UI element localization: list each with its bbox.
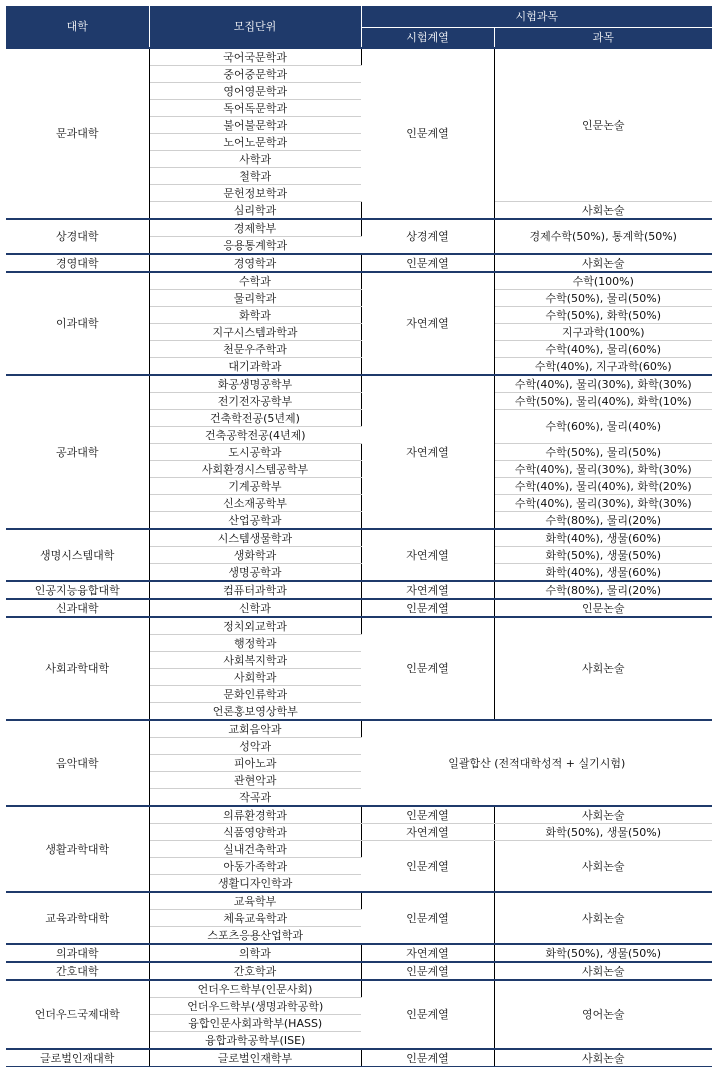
exam-track-cell: 인문계열 bbox=[361, 48, 494, 219]
college-cell: 문과대학 bbox=[6, 48, 149, 219]
table-row bbox=[6, 529, 712, 547]
college-cell: 이과대학 bbox=[6, 272, 149, 375]
table-row bbox=[6, 1049, 712, 1067]
table-row bbox=[6, 806, 712, 824]
table-row bbox=[6, 375, 712, 393]
unit-cell: 심리학과 bbox=[149, 202, 361, 220]
header-subject: 과목 bbox=[494, 28, 712, 49]
college-cell: 글로벌인재대학 bbox=[6, 1049, 149, 1067]
exam-track-cell: 인문계열 bbox=[361, 980, 494, 1049]
subject-cell: 경제수학(50%), 통계학(50%) bbox=[494, 219, 712, 254]
unit-cell: 융합과학공학부(ISE) bbox=[149, 1032, 361, 1050]
unit-cell: 문헌정보학과 bbox=[149, 185, 361, 202]
exam-track-cell: 인문계열 bbox=[361, 841, 494, 893]
subject-cell: 사회논술 bbox=[494, 617, 712, 720]
subject-cell: 화학(50%), 생물(50%) bbox=[494, 547, 712, 564]
exam-track-cell: 자연계열 bbox=[361, 375, 494, 529]
unit-cell: 간호학과 bbox=[149, 962, 361, 980]
unit-cell: 화공생명공학부 bbox=[149, 375, 361, 393]
college-cell: 교육과학대학 bbox=[6, 892, 149, 944]
exam-track-cell: 자연계열 bbox=[361, 824, 494, 841]
unit-cell: 산업공학과 bbox=[149, 512, 361, 530]
exam-track-cell: 인문계열 bbox=[361, 254, 494, 272]
unit-cell: 사회복지학과 bbox=[149, 652, 361, 669]
header-college: 대학 bbox=[6, 6, 149, 48]
unit-cell: 영어영문학과 bbox=[149, 83, 361, 100]
table-row bbox=[6, 254, 712, 272]
unit-cell: 천문우주학과 bbox=[149, 341, 361, 358]
unit-cell: 교회음악과 bbox=[149, 720, 361, 738]
unit-cell: 건축공학전공(4년제) bbox=[149, 427, 361, 444]
college-cell: 경영대학 bbox=[6, 254, 149, 272]
college-cell: 언더우드국제대학 bbox=[6, 980, 149, 1049]
subject-cell: 화학(50%), 생물(50%) bbox=[494, 824, 712, 841]
college-cell: 의과대학 bbox=[6, 944, 149, 962]
unit-cell: 지구시스템과학과 bbox=[149, 324, 361, 341]
subject-cell: 인문논술 bbox=[494, 599, 712, 617]
unit-cell: 도시공학과 bbox=[149, 444, 361, 461]
unit-cell: 사회환경시스템공학부 bbox=[149, 461, 361, 478]
subject-cell: 수학(40%), 물리(60%) bbox=[494, 341, 712, 358]
college-cell: 생명시스템대학 bbox=[6, 529, 149, 581]
header-unit: 모집단위 bbox=[149, 6, 361, 48]
exam-track-cell: 인문계열 bbox=[361, 806, 494, 824]
subject-cell: 지구과학(100%) bbox=[494, 324, 712, 341]
unit-cell: 문화인류학과 bbox=[149, 686, 361, 703]
unit-cell: 생명공학과 bbox=[149, 564, 361, 582]
table-row bbox=[6, 581, 712, 599]
table-row bbox=[6, 599, 712, 617]
college-cell: 인공지능융합대학 bbox=[6, 581, 149, 599]
subject-cell: 사회논술 bbox=[494, 1049, 712, 1067]
subject-cell: 수학(40%), 물리(40%), 화학(20%) bbox=[494, 478, 712, 495]
subject-cell: 수학(40%), 지구과학(60%) bbox=[494, 358, 712, 376]
subject-cell: 수학(50%), 물리(50%) bbox=[494, 290, 712, 307]
subject-cell: 사회논술 bbox=[494, 254, 712, 272]
unit-cell: 컴퓨터과학과 bbox=[149, 581, 361, 599]
unit-cell: 생화학과 bbox=[149, 547, 361, 564]
unit-cell: 시스템생물학과 bbox=[149, 529, 361, 547]
header-exam-track: 시험계열 bbox=[361, 28, 494, 49]
unit-cell: 경제학부 bbox=[149, 219, 361, 237]
unit-cell: 수학과 bbox=[149, 272, 361, 290]
exam-track-cell: 인문계열 bbox=[361, 1049, 494, 1067]
unit-cell: 피아노과 bbox=[149, 755, 361, 772]
unit-cell: 실내건축학과 bbox=[149, 841, 361, 858]
exam-track-cell: 상경계열 bbox=[361, 219, 494, 254]
college-cell: 음악대학 bbox=[6, 720, 149, 806]
subject-cell: 수학(60%), 물리(40%) bbox=[494, 410, 712, 444]
exam-track-cell: 인문계열 bbox=[361, 892, 494, 944]
admission-exam-table bbox=[6, 6, 712, 1067]
unit-cell: 국어국문학과 bbox=[149, 48, 361, 66]
unit-cell: 작곡과 bbox=[149, 789, 361, 807]
unit-cell: 화학과 bbox=[149, 307, 361, 324]
unit-cell: 체육교육학과 bbox=[149, 910, 361, 927]
unit-cell: 의학과 bbox=[149, 944, 361, 962]
subject-cell: 화학(50%), 생물(50%) bbox=[494, 944, 712, 962]
college-cell: 상경대학 bbox=[6, 219, 149, 254]
table-row bbox=[6, 962, 712, 980]
unit-cell: 사회학과 bbox=[149, 669, 361, 686]
unit-cell: 건축학전공(5년제) bbox=[149, 410, 361, 427]
unit-cell: 불어불문학과 bbox=[149, 117, 361, 134]
unit-cell: 중어중문학과 bbox=[149, 66, 361, 83]
table-row bbox=[6, 720, 712, 738]
header-exam-subjects: 시험과목 bbox=[361, 6, 712, 28]
exam-track-cell: 인문계열 bbox=[361, 617, 494, 720]
unit-cell: 철학과 bbox=[149, 168, 361, 185]
table-body bbox=[6, 48, 712, 1067]
college-cell: 공과대학 bbox=[6, 375, 149, 529]
unit-cell: 아동가족학과 bbox=[149, 858, 361, 875]
unit-cell: 성악과 bbox=[149, 738, 361, 755]
unit-cell: 물리학과 bbox=[149, 290, 361, 307]
table-row bbox=[6, 617, 712, 635]
subject-cell: 수학(50%), 물리(50%) bbox=[494, 444, 712, 461]
college-cell: 사회과학대학 bbox=[6, 617, 149, 720]
unit-cell: 대기과학과 bbox=[149, 358, 361, 376]
college-cell: 신과대학 bbox=[6, 599, 149, 617]
subject-cell: 수학(80%), 물리(20%) bbox=[494, 512, 712, 530]
subject-cell: 수학(50%), 화학(50%) bbox=[494, 307, 712, 324]
unit-cell: 노어노문학과 bbox=[149, 134, 361, 151]
unit-cell: 교육학부 bbox=[149, 892, 361, 910]
table-row bbox=[6, 272, 712, 290]
subject-cell: 수학(80%), 물리(20%) bbox=[494, 581, 712, 599]
subject-cell: 사회논술 bbox=[494, 202, 712, 220]
table-row bbox=[6, 892, 712, 910]
unit-cell: 신학과 bbox=[149, 599, 361, 617]
college-cell: 간호대학 bbox=[6, 962, 149, 980]
college-cell: 생활과학대학 bbox=[6, 806, 149, 892]
table-row bbox=[6, 980, 712, 998]
subject-cell: 영어논술 bbox=[494, 980, 712, 1049]
exam-track-cell: 자연계열 bbox=[361, 944, 494, 962]
table-row bbox=[6, 48, 712, 66]
subject-cell: 수학(40%), 물리(30%), 화학(30%) bbox=[494, 375, 712, 393]
unit-cell: 식품영양학과 bbox=[149, 824, 361, 841]
subject-cell: 수학(40%), 물리(30%), 화학(30%) bbox=[494, 495, 712, 512]
unit-cell: 행정학과 bbox=[149, 635, 361, 652]
subject-cell: 수학(100%) bbox=[494, 272, 712, 290]
subject-cell: 화학(40%), 생물(60%) bbox=[494, 529, 712, 547]
unit-cell: 응용통계학과 bbox=[149, 237, 361, 255]
unit-cell: 의류환경학과 bbox=[149, 806, 361, 824]
unit-cell: 글로벌인재학부 bbox=[149, 1049, 361, 1067]
unit-cell: 언더우드학부(생명과학공학) bbox=[149, 998, 361, 1015]
exam-track-cell: 자연계열 bbox=[361, 529, 494, 581]
unit-cell: 독어독문학과 bbox=[149, 100, 361, 117]
subject-cell: 수학(40%), 물리(30%), 화학(30%) bbox=[494, 461, 712, 478]
table-row bbox=[6, 944, 712, 962]
exam-track-cell: 인문계열 bbox=[361, 962, 494, 980]
unit-cell: 관현악과 bbox=[149, 772, 361, 789]
unit-cell: 사학과 bbox=[149, 151, 361, 168]
unit-cell: 전기전자공학부 bbox=[149, 393, 361, 410]
subject-cell: 사회논술 bbox=[494, 962, 712, 980]
unit-cell: 기계공학부 bbox=[149, 478, 361, 495]
unit-cell: 신소재공학부 bbox=[149, 495, 361, 512]
exam-track-cell: 자연계열 bbox=[361, 272, 494, 375]
subject-cell: 인문논술 bbox=[494, 48, 712, 202]
exam-track-cell: 인문계열 bbox=[361, 599, 494, 617]
unit-cell: 경영학과 bbox=[149, 254, 361, 272]
unit-cell: 정치외교학과 bbox=[149, 617, 361, 635]
table-row bbox=[6, 219, 712, 237]
unit-cell: 스포츠응용산업학과 bbox=[149, 927, 361, 945]
unit-cell: 언론홍보영상학부 bbox=[149, 703, 361, 721]
subject-cell: 사회논술 bbox=[494, 841, 712, 893]
subject-cell: 화학(40%), 생물(60%) bbox=[494, 564, 712, 582]
exam-track-cell: 자연계열 bbox=[361, 581, 494, 599]
subject-cell: 사회논술 bbox=[494, 892, 712, 944]
unit-cell: 융합인문사회과학부(HASS) bbox=[149, 1015, 361, 1032]
unit-cell: 생활디자인학과 bbox=[149, 875, 361, 893]
subject-cell: 수학(50%), 물리(40%), 화학(10%) bbox=[494, 393, 712, 410]
combined-evaluation-cell: 일괄합산 (전적대학성적 + 실기시험) bbox=[361, 720, 712, 806]
subject-cell: 사회논술 bbox=[494, 806, 712, 824]
unit-cell: 언더우드학부(인문사회) bbox=[149, 980, 361, 998]
